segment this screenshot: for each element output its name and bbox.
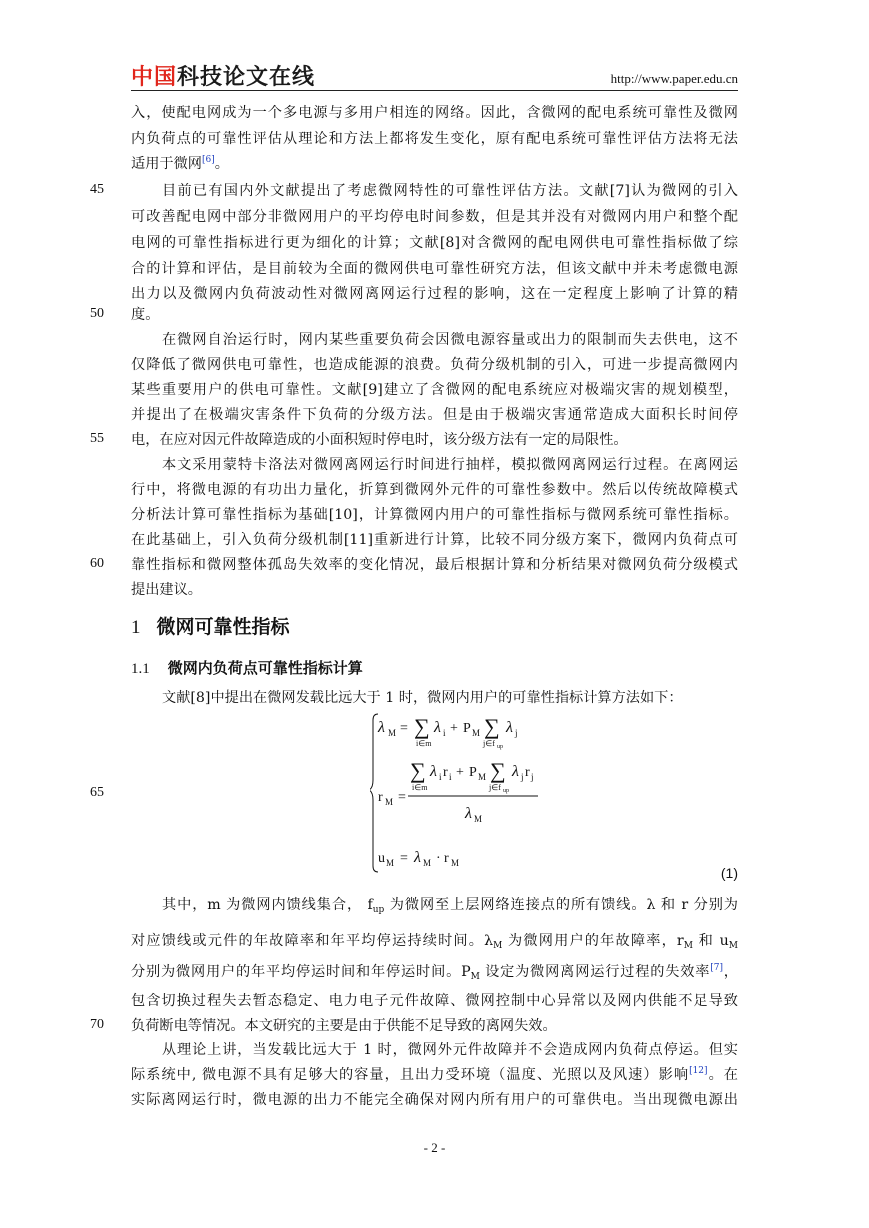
paragraph-line: 内负荷点的可靠性评估从理论和方法上都将发生变化，原有配电系统可靠性评估方法将无法 (131, 131, 738, 147)
eq-sum: ∑ (410, 758, 426, 783)
paragraph-line (131, 963, 738, 986)
subsection-title: 微网内负荷点可靠性指标计算 (167, 659, 363, 677)
subsection-heading (131, 657, 363, 678)
eq-sum: ∑ (484, 714, 500, 739)
paragraph-line: 在微网自治运行时，网内某些重要负荷会因微电源容量或出力的限制而失去供电，这不 (162, 332, 738, 348)
paragraph-line (131, 155, 738, 173)
subscript: M (493, 941, 503, 951)
paragraph-line: 出力以及微网内负荷波动性对微网离网运行过程的影响，这在一定程度上影响了计算的精 (131, 286, 738, 302)
subscript: M (683, 941, 693, 951)
eq-symbol: r (378, 790, 383, 805)
text-span: 和 u (692, 933, 729, 949)
equation-1 (370, 710, 570, 880)
text-span: 分别为微网用户的年平均停运时间和年停运时间。P (131, 964, 471, 980)
eq-sub: up (497, 744, 503, 750)
citation-ref[interactable]: [7] (710, 963, 723, 973)
text-span: 设定为微网离网运行过程的失效率 (479, 964, 711, 980)
paragraph-line: 度。 (131, 307, 160, 323)
site-logo[interactable] (131, 62, 315, 88)
eq-sub: j∈f (483, 739, 495, 748)
section-title: 微网可靠性指标 (156, 616, 290, 638)
left-brace (370, 714, 378, 872)
section-number: 1 (131, 617, 141, 638)
eq-sub: j (521, 772, 524, 782)
eq-sub: i (449, 772, 452, 782)
site-url[interactable]: http://www.paper.edu.cn (610, 71, 738, 86)
eq-sub: i (439, 772, 442, 782)
text-span: 。 (214, 156, 229, 172)
subscript: M (728, 941, 738, 951)
paragraph-line (162, 896, 738, 919)
paragraph-line: 包含切换过程失去暂态稳定、电力电子元件故障、微网控制中心异常以及网内供能不足导致 (131, 993, 738, 1009)
text-span: 为微网至上层网络连接点的所有馈线。λ 和 r 分别为 (384, 897, 738, 913)
paragraph-line: 从理论上讲，当发载比远大于 1 时，微网外元件故障并不会造成网内负荷点停运。但实 (162, 1042, 738, 1058)
header-rule (131, 90, 738, 91)
eq-sub: i∈m (412, 783, 428, 792)
line-number: 60 (90, 556, 104, 571)
eq-symbol: λ (506, 719, 513, 736)
paragraph-line: 可改善配电网中部分非微网用户的平均停电时间参数，但是其并没有对微网内用户和整个配 (131, 209, 738, 225)
text-span: 际系统中, 微电源不具有足够大的容量，且出力受环境（温度、光照以及风速）影响 (131, 1067, 690, 1083)
paragraph-line (131, 1066, 738, 1084)
eq-sum: ∑ (414, 714, 430, 739)
paragraph-line: 在此基础上，引入负荷分级机制[11]重新进行计算，比较不同分级方案下，微网内负荷点可 (131, 532, 738, 548)
eq-sub: j (515, 728, 518, 738)
paragraph-line: 提出建议。 (131, 582, 202, 598)
eq-sub: M (385, 797, 394, 807)
eq-symbol: λ (430, 763, 437, 780)
eq-sub: M (478, 772, 487, 782)
line-number: 55 (90, 431, 104, 446)
eq-sub: j∈f (489, 783, 501, 792)
eq-symbol: r (443, 765, 448, 780)
eq-sub: M (451, 858, 460, 868)
paragraph-line: 分析法计算可靠性指标为基础[10]，计算微网内用户的可靠性指标与微网系统可靠性指标。 (131, 507, 738, 523)
paragraph-line: 实际离网运行时，微电源的出力不能完全确保对网内所有用户的可靠供电。当出现微电源出 (131, 1092, 738, 1108)
line-number: 50 (90, 306, 104, 321)
subscript: M (470, 972, 480, 982)
citation-ref[interactable]: [6] (201, 155, 215, 165)
paragraph-line: 仅降低了微网供电可靠性，也造成能源的浪费。负荷分级机制的引入，可进一步提高微网内 (131, 357, 738, 373)
eq-sum: ∑ (490, 758, 506, 783)
eq-symbol: λ (378, 719, 385, 736)
eq-symbol: u (378, 851, 385, 866)
paragraph-line: 合的计算和评估，是目前较为全面的微网供电可靠性研究方法，但该文献中并未考虑微电源 (131, 261, 738, 277)
eq-symbol: r (444, 851, 449, 866)
eq-sub: i (443, 728, 446, 738)
eq-symbol: · (436, 851, 441, 866)
section-heading (131, 612, 290, 639)
eq-symbol: λ (512, 763, 519, 780)
text-span: 适用于微网 (131, 156, 202, 172)
eq-symbol: λ (414, 849, 421, 866)
eq-sub: M (474, 814, 483, 824)
paragraph-line: 行中，将微电源的有功出力量化，折算到微网外元件的可靠性参数中。然后以传统故障模式 (131, 482, 738, 498)
citation-ref[interactable]: [12] (689, 1066, 708, 1076)
line-number: 45 (90, 182, 104, 197)
eq-symbol: = (400, 721, 408, 736)
eq-sub: up (503, 788, 509, 794)
eq-sub: M (386, 858, 395, 868)
eq-sub: M (472, 728, 481, 738)
subscript: up (372, 905, 385, 915)
text-span: 对应馈线或元件的年故障率和年平均停运持续时间。λ (131, 933, 494, 949)
eq-symbol: + (450, 721, 458, 736)
paragraph-line: 电网的可靠性指标进行更为细化的计算；文献[8]对含微网的配电网供电可靠性指标做了综 (131, 235, 738, 251)
line-number: 65 (90, 785, 104, 800)
subsection-number: 1.1 (131, 661, 150, 677)
eq-symbol: P (463, 721, 471, 736)
logo-dark-text: 科技论文在线 (177, 64, 316, 90)
paragraph-line: 靠性指标和微网整体孤岛失效率的变化情况，最后根据计算和分析结果对微网负荷分级模式 (131, 557, 738, 573)
eq-sub: i∈m (416, 739, 432, 748)
eq-sub: M (423, 858, 432, 868)
text-span: ， (722, 964, 738, 980)
paragraph-line: 本文采用蒙特卡洛法对微网离网运行时间进行抽样，模拟微网离网运行过程。在离网运 (162, 457, 738, 473)
paragraph-line: 入，使配电网成为一个多电源与多用户相连的网络。因此，含微网的配电系统可靠性及微网 (131, 105, 738, 121)
logo-red-text: 中国 (131, 64, 178, 90)
paragraph-line: 并提出了在极端灾害条件下负荷的分级方法。但是由于极端灾害通常造成大面积长时间停 (131, 407, 738, 423)
line-number: 70 (90, 1017, 104, 1032)
paragraph-line (131, 932, 738, 955)
text-span: 为微网用户的年故障率，r (502, 933, 684, 949)
equation-number: (1) (720, 865, 738, 881)
paragraph-line: 目前已有国内外文献提出了考虑微网特性的可靠性评估方法。文献[7]认为微网的引入 (162, 183, 738, 199)
eq-sub: j (531, 772, 534, 782)
eq-symbol: r (525, 765, 530, 780)
page-number: - 2 - (423, 1140, 446, 1155)
eq-symbol: = (398, 790, 406, 805)
text-span: 其中，m 为微网内馈线集合， f (162, 897, 373, 913)
eq-symbol: λ (434, 719, 441, 736)
eq-symbol: λ (465, 805, 472, 822)
paragraph-line: 电，在应对因元件故障造成的小面积短时停电时，该分级方法有一定的局限性。 (131, 432, 628, 448)
eq-symbol: + (456, 765, 464, 780)
text-span: 。在 (707, 1067, 738, 1083)
paragraph-line: 负荷断电等情况。本文研究的主要是由于供能不足导致的离网失效。 (131, 1018, 557, 1034)
eq-symbol: = (400, 851, 408, 866)
paragraph-line: 某些重要用户的供电可靠性。文献[9]建立了含微网的配电系统应对极端灾害的规划模型， (131, 382, 738, 398)
eq-sub: M (388, 728, 397, 738)
paragraph-line: 文献[8]中提出在微网发载比远大于 1 时，微网内用户的可靠性指标计算方法如下： (162, 690, 683, 706)
eq-symbol: P (469, 765, 477, 780)
